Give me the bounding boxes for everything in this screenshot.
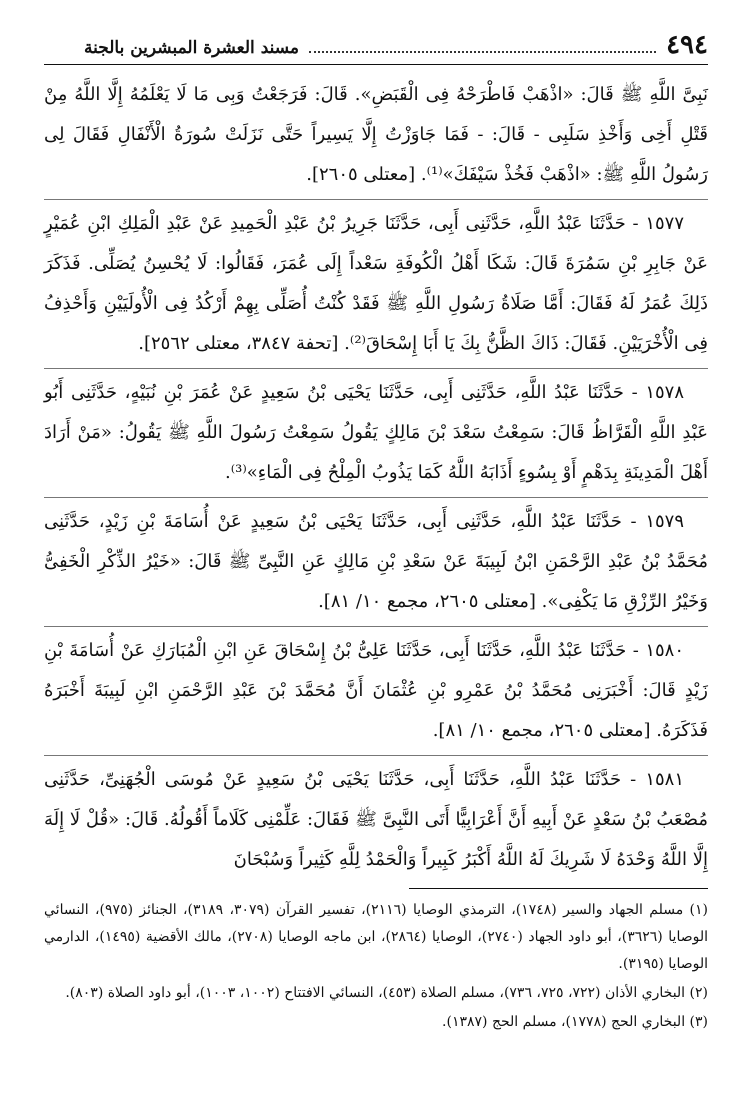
hadith-1577: ١٥٧٧ - حَدَّثَنَا عَبْدُ اللَّهِ، حَدَّثَنِى أَبِى، حَدَّثَنَا جَرِيرُ بْنُ عَبْدِ الْحَمِيدِ عَنْ عَبْدِ الْمَلِكِ ابْنِ عُمَيْرٍ عَنْ جَابِرِ بْنِ سَمُرَةَ قَالَ: شَكَا أَهْلُ الْكُوفَةِ سَعْداً إِلَى عُمَرَ، فَقَالُوا: لَا يُحْسِنُ يُصَلِّى. فَذَكَرَ ذَلِكَ عُمَرُ لَهُ فَقَالَ: أَمَّا صَلَاةُ رَسُولِ اللَّهِ ﷺ فَقَدْ كُنْتُ أُصَلِّى بِهِمْ أَرْكُدُ فِى الْأُولَيَيْنِ وَأَحْذِفُ فِى الْأُخْرَيَيْنِ. فَقَالَ: ذَاكَ الظَّنُّ بِكَ يَا أَبَا إِسْحَاقَ⁽²⁾. [تحفة ٣٨٤٧، معتلى ٢٥٦٢].: [44, 213, 708, 354]
section-divider: [44, 368, 708, 369]
section-divider: [44, 626, 708, 627]
page-number: ٤٩٤: [666, 30, 708, 60]
paragraph-continuation: نَبِىَّ اللَّهِ ﷺ قَالَ: «اذْهَبْ فَاطْرَحْهُ فِى الْقَبَضِ». قَالَ: فَرَجَعْتُ وَبِى مَا لَا يَعْلَمُهُ إِلَّا اللَّهُ مِنْ قَتْلِ أَخِى وَأَخْذِ سَلَبِى - قَالَ: - فَمَا جَاوَزْتُ إِلَّا يَسِيراً حَتَّى نَزَلَتْ سُورَةُ الْأَنْفَالِ فَقَالَ لِى رَسُولُ اللَّهِ ﷺ: «اذْهَبْ فَخُذْ سَيْفَكَ»⁽¹⁾. [معتلى ٢٦٠٥].: [44, 84, 708, 185]
footnote-separator: [409, 888, 708, 889]
hadith-1581: ١٥٨١ - حَدَّثَنَا عَبْدُ اللَّهِ، حَدَّثَنَا أَبِى، حَدَّثَنَا يَحْيَى بْنُ سَعِيدٍ عَنْ مُوسَى الْجُهَنِىِّ، حَدَّثَنِى مُصْعَبُ بْنُ سَعْدٍ عَنْ أَبِيهِ أَنَّ أَعْرَابِيًّا أَتَى النَّبِىَّ ﷺ فَقَالَ: عَلِّمْنِى كَلَاماً أَقُولُهُ. قَالَ: «قُلْ لَا إِلَهَ إِلَّا اللَّهُ وَحْدَهُ لَا شَرِيكَ لَهُ اللَّهُ أَكْبَرُ كَبِيراً وَالْحَمْدُ لِلَّهِ كَثِيراً وَسُبْحَانَ: [44, 769, 708, 870]
hadith-1580: ١٥٨٠ - حَدَّثَنَا عَبْدُ اللَّهِ، حَدَّثَنَا أَبِى، حَدَّثَنَا عَلِىُّ بْنُ إِسْحَاقَ عَنِ ابْنِ الْمُبَارَكِ عَنْ أُسَامَةَ بْنِ زَيْدٍ قَالَ: أَخْبَرَنِى مُحَمَّدُ بْنُ عَمْرِو بْنِ عُثْمَانَ أَنَّ مُحَمَّدَ بْنَ عَبْدِ الرَّحْمَنِ ابْنِ لَبِيبَةَ أَخْبَرَهُ فَذَكَرَهُ. [معتلى ٢٦٠٥، مجمع ١٠/ ٨١].: [44, 640, 708, 741]
footnotes: [44, 897, 708, 1036]
main-text: [44, 75, 708, 880]
footnote-3: (٣) البخاري الحج (١٧٧٨)، مسلم الحج (١٣٨٧).: [442, 1014, 708, 1030]
hadith-1578: ١٥٧٨ - حَدَّثَنَا عَبْدُ اللَّهِ، حَدَّثَنِى أَبِى، حَدَّثَنَا يَحْيَى بْنُ سَعِيدٍ عَنْ عُمَرَ بْنِ نُبَيْهٍ، حَدَّثَنِى أَبُو عَبْدِ اللَّهِ الْقَرَّاظُ قَالَ: سَمِعْتُ سَعْدَ بْنَ مَالِكٍ يَقُولُ سَمِعْتُ رَسُولَ اللَّهِ ﷺ يَقُولُ: «مَنْ أَرَادَ أَهْلَ الْمَدِينَةِ بِدَهْمٍ أَوْ بِسُوءٍ أَذَابَهُ اللَّهُ كَمَا يَذُوبُ الْمِلْحُ فِى الْمَاءِ»⁽³⁾.: [44, 382, 708, 483]
footnote-2: (٢) البخاري الأذان (٧٢٢، ٧٢٥، ٧٣٦)، مسلم الصلاة (٤٥٣)، النسائي الافتتاح (١٠٠٢، ١٠٠٣)، أبو داود الصلاة (٨٠٣).: [65, 985, 708, 1001]
running-header: [44, 30, 708, 65]
running-title: مسند العشرة المبشرين بالجنة: [84, 38, 300, 58]
section-divider: [44, 199, 708, 200]
hadith-1579: ١٥٧٩ - حَدَّثَنَا عَبْدُ اللَّهِ، حَدَّثَنِى أَبِى، حَدَّثَنَا يَحْيَى بْنُ سَعِيدٍ عَنْ أُسَامَةَ بْنِ زَيْدٍ، حَدَّثَنِى مُحَمَّدُ بْنُ عَبْدِ الرَّحْمَنِ ابْنُ لَبِيبَةَ عَنْ سَعْدِ بْنِ مَالِكٍ عَنِ النَّبِىِّ ﷺ قَالَ: «خَيْرُ الذِّكْرِ الْخَفِىُّ وَخَيْرُ الرِّزْقِ مَا يَكْفِى». [معتلى ٢٦٠٥، مجمع ١٠/ ٨١].: [44, 511, 708, 612]
section-divider: [44, 497, 708, 498]
header-leader-dots: [309, 50, 656, 53]
footnote-1: (١) مسلم الجهاد والسير (١٧٤٨)، الترمذي الوصايا (٢١١٦)، تفسير القرآن (٣٠٧٩، ٣١٨٩)، الجنائز (٩٧٥)، النسائي الوصايا (٣٦٢٦)، أبو داود الجهاد (٢٧٤٠)، الوصايا (٢٨٦٤)، ابن ماجه الوصايا (٢٧٠٨)، مالك الأقضية (١٤٩٥)، الدارمي الوصايا (٣١٩٥).: [44, 902, 709, 972]
section-divider: [44, 755, 708, 756]
